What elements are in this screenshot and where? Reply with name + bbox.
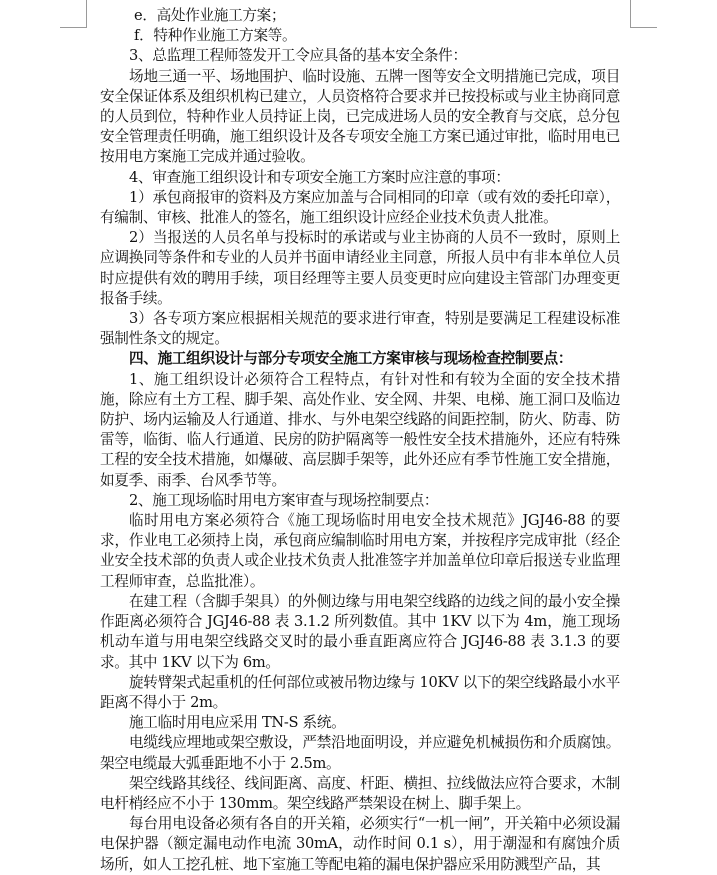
- body-paragraph: 2、施工现场临时用电方案审查与现场控制要点：: [129, 491, 439, 509]
- body-paragraph: 3、总监理工程师签发开工令应具备的基本安全条件：: [129, 47, 467, 65]
- corner-crop-mark-left-horizontal: [60, 27, 87, 28]
- body-paragraph: 在建工程（含脚手架具）的外侧边缘与用电架空线路的边线之间的最小安全操作距离必须符合 JGJ46-88 表 3.1.2 所列数值。其中 1KV 以下为 4m，施工现场机动车道与用电架空线路交叉时的最小垂直距离应符合 JGJ46-88 表 3.1.3 的要求。其中 1KV 以下为 6m。: [100, 592, 620, 671]
- corner-crop-mark-right-vertical: [630, 0, 631, 28]
- body-paragraph: 电缆线应埋地或架空敷设，严禁沿地面明设，并应避免机械损伤和介质腐蚀。架空电缆最大弧垂距地不小于 2.5m。: [100, 734, 620, 772]
- body-paragraph: 架空线路其线径、线间距离、高度、杆距、横担、拉线做法应符合要求，木制电杆梢经应不小于 130mm。架空线路严禁架设在树上、脚手架上。: [100, 774, 620, 812]
- body-paragraph: 旋转臂架式起重机的任何部位或被吊物边缘与 10KV 以下的架空线路最小水平距离不得小于 2m。: [100, 673, 620, 711]
- body-paragraph: 1、施工组织设计必须符合工程特点，有针对性和有较为全面的安全技术措施，除应有土方工程、脚手架、高处作业、安全网、井架、电梯、施工洞口及临边防护、场内运输及人行通道、排水、与外电架空线路的间距控制，防火、防毒、防雷等，临街、临人行通道、民房的防护隔离等一般性安全技术措施外，还应有特殊工程的安全技术措施，如爆破、高层脚手架等，此外还应有季节性施工安全措施，如夏季、雨季、台风季节等。: [100, 370, 620, 489]
- body-paragraph: 施工临时用电应采用 TN-S 系统。: [129, 714, 346, 732]
- corner-crop-mark-right-horizontal: [630, 27, 657, 28]
- corner-crop-mark-left-vertical: [86, 0, 87, 28]
- body-paragraph: f．特种作业施工方案等。: [134, 27, 297, 45]
- document-page: [100, 6, 620, 875]
- body-paragraph: 场地三通一平、场地围护、临时设施、五牌一图等安全文明措施已完成，项目安全保证体系及组织机构已建立，人员资格符合要求并已按投标或与业主协商同意的人员到位，特种作业人员持证上岗，已完成进场人员的安全教育与交底，总分包安全管理责任明确，施工组织设计及各专项安全施工方案已通过审批，临时用电已按用电方案施工完成并通过验收。: [100, 67, 620, 166]
- section-heading: 四、施工组织设计与部分专项安全施工方案审核与现场检查控制要点：: [129, 350, 573, 368]
- body-paragraph: 3）各专项方案应根据相关规范的要求进行审查，特别是要满足工程建设标准强制性条文的规定。: [100, 310, 620, 348]
- body-paragraph: 临时用电方案必须符合《施工现场临时用电安全技术规范》JGJ46-88 的要求，作业电工必须持上岗，承包商应编制临时用电方案，并按程序完成审批（经企业安全技术部的负责人或企业技术负责人批准签字并加盖单位印章后报送专业监理工程师审查，总监批准）。: [100, 512, 620, 590]
- body-paragraph: e．高处作业施工方案；: [134, 7, 286, 24]
- body-paragraph: 2）当报送的人员名单与投标时的承诺或与业主协商的人员不一致时，原则上应调换同等条件和专业的人员并书面申请经业主同意，所报人员中有非本单位人员时应提供有效的聘用手续，项目经理等主要人员变更时应向建设主管部门办理变更报备手续。: [100, 229, 620, 307]
- body-paragraph: 4、审查施工组织设计和专项安全施工方案时应注意的事项：: [129, 168, 510, 186]
- body-paragraph: 1）承包商报审的资料及方案应加盖与合同相同的印章（或有效的委托印章），有编制、审核、批准人的签名，施工组织设计应经企业技术负责人批准。: [100, 188, 620, 227]
- body-paragraph: 每台用电设备必须有各自的开关箱，必须实行“一机一闸”，开关箱中必须设漏电保护器（额定漏电动作电流 30mA，动作时间 0.1 s），用于潮湿和有腐蚀介质场所，如人工挖孔桩、地下室施工等配电箱的漏电保护器应采用防溅型产品，其: [100, 815, 620, 873]
